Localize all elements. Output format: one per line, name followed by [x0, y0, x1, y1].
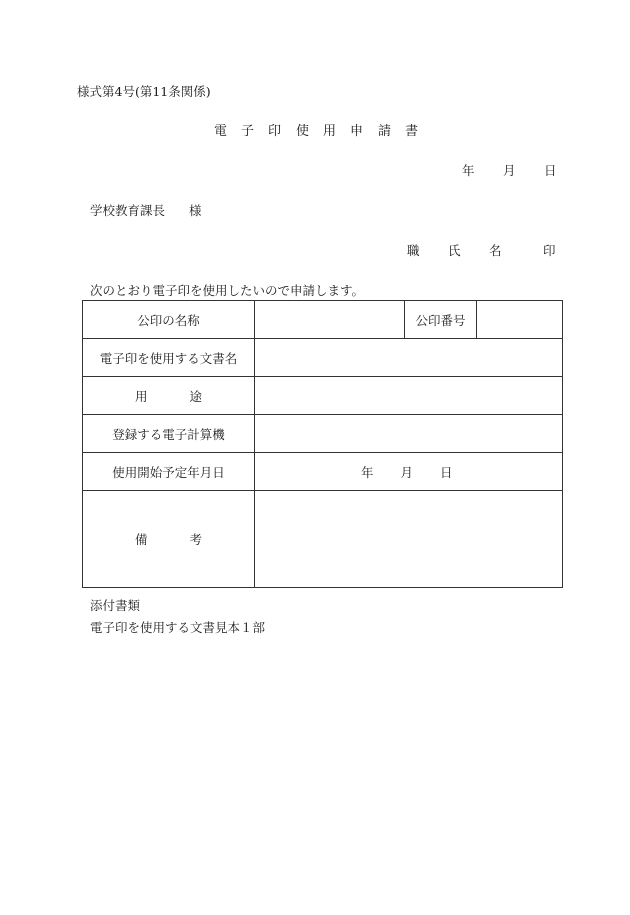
applicant-name-2: 名	[489, 243, 502, 258]
title-char: 使	[296, 124, 310, 139]
table-row	[83, 301, 563, 339]
start-date-day: 日	[440, 464, 453, 480]
addressee-name: 学校教育課長	[90, 203, 166, 218]
purpose-label-char-1: 用	[134, 388, 148, 404]
addressee	[90, 203, 202, 219]
applicant-post: 職	[407, 243, 420, 258]
remarks-label-char-1: 備	[134, 532, 148, 547]
date-month: 月	[503, 163, 516, 178]
remarks-field[interactable]	[255, 491, 563, 588]
date-year: 年	[462, 163, 475, 178]
intro-text: 次のとおり電子印を使用したいので申請します。	[90, 283, 365, 298]
title-char: 子	[241, 124, 255, 139]
date-day: 日	[544, 163, 557, 178]
addressee-honorific: 様	[189, 203, 202, 218]
table-row	[83, 339, 563, 377]
applicant-line	[400, 243, 560, 259]
start-date-field[interactable]	[255, 453, 563, 491]
seal-mark: 印	[543, 243, 556, 258]
title-char: 請	[378, 124, 392, 139]
start-date-year: 年	[361, 464, 374, 480]
application-date	[450, 163, 570, 179]
table-row	[83, 415, 563, 453]
title-char: 用	[323, 124, 337, 139]
table-row	[83, 453, 563, 491]
applicant-name-1: 氏	[448, 243, 461, 258]
seal-name-label: 公印の名称	[83, 301, 255, 339]
attachments-item: 電子印を使用する文書見本１部	[90, 620, 266, 635]
start-date-month: 月	[400, 464, 414, 480]
purpose-label-char-2: 途	[189, 388, 203, 404]
title-char: 印	[268, 124, 282, 139]
form-number-label: 様式第4号(第11条関係)	[77, 84, 211, 99]
start-date-label: 使用開始予定年月日	[83, 453, 255, 491]
title-char: 電	[214, 124, 228, 139]
computer-label: 登録する電子計算機	[83, 415, 255, 453]
application-table	[82, 300, 563, 588]
purpose-field[interactable]	[255, 377, 563, 415]
seal-number-label: 公印番号	[405, 301, 477, 339]
computer-field[interactable]	[255, 415, 563, 453]
table-row	[83, 377, 563, 415]
table-row	[83, 491, 563, 588]
document-name-label: 電子印を使用する文書名	[83, 339, 255, 377]
title-char: 申	[350, 124, 364, 139]
purpose-label	[83, 377, 255, 415]
title-char: 書	[405, 124, 419, 139]
remarks-label	[83, 491, 255, 588]
seal-name-field[interactable]	[255, 301, 405, 339]
document-name-field[interactable]	[255, 339, 563, 377]
seal-number-field[interactable]	[477, 301, 563, 339]
remarks-label-char-2: 考	[189, 532, 203, 547]
attachments-label: 添付書類	[90, 598, 141, 613]
